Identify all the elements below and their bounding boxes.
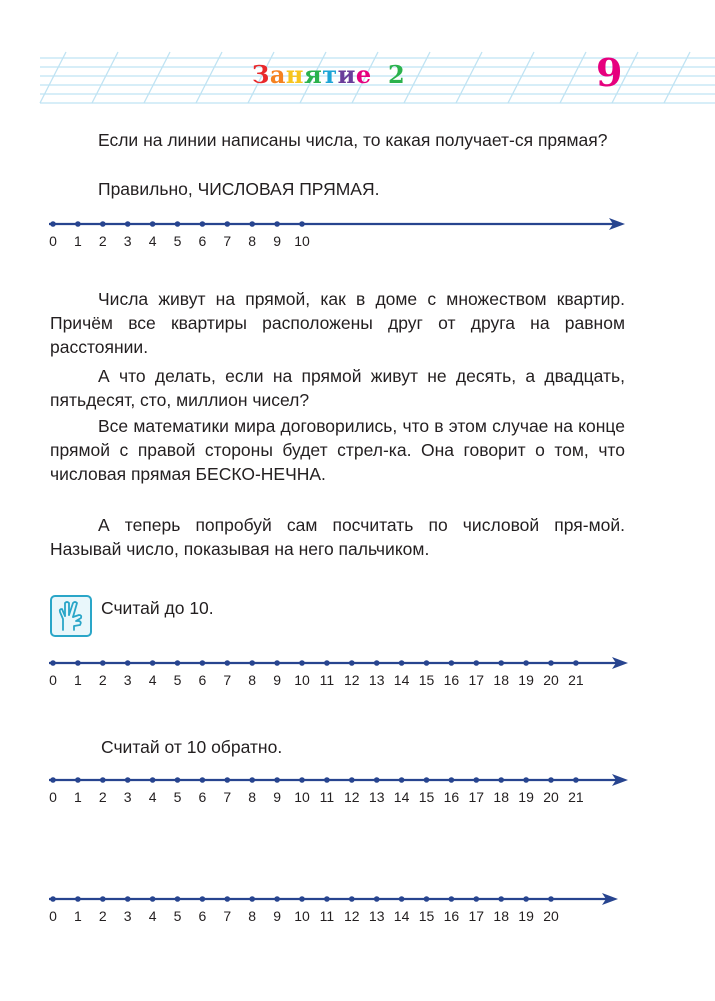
number-line-4 [0, 887, 715, 937]
number-line-label: 20 [543, 672, 559, 688]
number-line-label: 9 [273, 233, 281, 249]
paragraph-6: А теперь попробуй сам посчитать по числовой пря-мой. Называй число, показывая на него пальчиком. [50, 515, 625, 559]
number-line-point [548, 896, 554, 902]
number-line-label: 15 [418, 908, 435, 924]
number-line-label: 5 [173, 233, 182, 249]
number-line-point [75, 660, 81, 666]
number-line-point [100, 221, 106, 227]
number-line-point [474, 896, 480, 902]
paragraph-1: Если на линии написаны числа, то какая получает-ся прямая? [98, 130, 608, 150]
number-line-label: 0 [49, 672, 57, 688]
number-line-label: 10 [294, 789, 310, 805]
number-line-point [125, 777, 131, 783]
number-line-point [249, 660, 255, 666]
number-line-point [299, 896, 305, 902]
number-line-label: 3 [123, 233, 132, 249]
number-line-label: 8 [248, 672, 257, 688]
number-line-point [75, 896, 81, 902]
number-line-point [175, 777, 181, 783]
paragraph-2: Правильно, ЧИСЛОВАЯ ПРЯМАЯ. [98, 179, 380, 199]
lesson-title-letter: З [252, 60, 270, 89]
number-line-label: 10 [294, 233, 310, 249]
number-line-point [299, 777, 305, 783]
number-line-point [50, 896, 56, 902]
number-line-label: 14 [393, 908, 410, 924]
number-line-label: 18 [493, 789, 509, 805]
number-line-label: 20 [543, 908, 559, 924]
number-line-point [324, 777, 330, 783]
number-line-label: 12 [344, 908, 360, 924]
number-line-point [200, 777, 206, 783]
number-line-label: 17 [468, 672, 485, 688]
number-line-label: 18 [493, 908, 509, 924]
number-line-point [449, 660, 455, 666]
number-line-label: 21 [568, 789, 584, 805]
number-line-point [523, 777, 529, 783]
number-line-label: 9 [273, 672, 281, 688]
number-line-label: 17 [468, 908, 485, 924]
number-line-label: 4 [148, 672, 157, 688]
number-line-label: 13 [368, 789, 385, 805]
number-line-label: 2 [98, 789, 107, 805]
number-line-label: 9 [273, 789, 281, 805]
number-line-label: 2 [98, 908, 107, 924]
number-line-label: 4 [148, 233, 157, 249]
number-line-point [100, 777, 106, 783]
number-line-label: 15 [418, 789, 435, 805]
number-line-label: 6 [198, 908, 207, 924]
number-line-label: 8 [248, 789, 257, 805]
lesson-title-letter: я [303, 60, 323, 89]
number-line-point [498, 660, 504, 666]
number-line-point [225, 777, 231, 783]
number-line-point [474, 777, 480, 783]
task-count-to-10: Считай до 10. [101, 598, 214, 618]
number-line-label: 3 [123, 908, 132, 924]
number-line-point [225, 221, 231, 227]
lesson-title [252, 60, 372, 89]
number-line-label: 19 [518, 672, 534, 688]
number-line-point [424, 660, 430, 666]
lesson-title-letter: т [322, 60, 338, 89]
number-line-point [175, 660, 181, 666]
number-line-point [274, 896, 280, 902]
number-line-point [225, 660, 231, 666]
number-line-point [150, 660, 156, 666]
number-line-label: 5 [173, 908, 182, 924]
number-line-point [100, 896, 106, 902]
number-line-3 [0, 768, 715, 818]
lesson-title-letter: а [269, 60, 286, 89]
number-line-label: 14 [393, 672, 410, 688]
number-line-label: 6 [198, 233, 207, 249]
number-line-label: 3 [123, 672, 132, 688]
number-line-label: 12 [344, 789, 360, 805]
paragraph-4: А что делать, если на прямой живут не десять, а двадцать, пятьдесят, сто, миллион чисел? [50, 366, 625, 410]
number-line-point [374, 777, 380, 783]
number-line-label: 16 [443, 908, 460, 924]
number-line-point [424, 777, 430, 783]
number-line-point [349, 777, 355, 783]
number-line-point [573, 660, 579, 666]
number-line-point [523, 660, 529, 666]
lesson-title-letter: н [285, 60, 304, 89]
number-line-point [274, 660, 280, 666]
paragraph-3: Числа живут на прямой, как в доме с множеством квартир. Причём все квартиры расположены друг от друга на равном расстоянии. [50, 289, 625, 357]
number-line-point [449, 896, 455, 902]
number-line-label: 17 [468, 789, 485, 805]
number-line-point [324, 660, 330, 666]
number-line-point [150, 221, 156, 227]
number-line-label: 2 [98, 233, 107, 249]
number-line-label: 1 [74, 789, 82, 805]
number-line-label: 4 [148, 908, 157, 924]
number-line-point [249, 896, 255, 902]
number-line-point [225, 896, 231, 902]
number-line-label: 0 [49, 789, 57, 805]
number-line-label: 0 [49, 233, 57, 249]
number-line-label: 2 [98, 672, 107, 688]
number-line-point [125, 221, 131, 227]
number-line-label: 7 [223, 672, 232, 688]
number-line-point [498, 896, 504, 902]
number-line-point [399, 896, 405, 902]
lesson-title-letter: е [355, 60, 372, 89]
number-line-point [175, 896, 181, 902]
number-line-point [50, 777, 56, 783]
number-line-point [349, 660, 355, 666]
number-line-point [150, 896, 156, 902]
number-line-point [125, 896, 131, 902]
number-line-point [75, 777, 81, 783]
number-line-point [274, 221, 280, 227]
number-line-label: 13 [368, 908, 385, 924]
number-line-label: 19 [518, 908, 534, 924]
number-line-2 [0, 651, 715, 701]
number-line-label: 7 [223, 233, 232, 249]
number-line-point [523, 896, 529, 902]
number-line-point [548, 777, 554, 783]
number-line-point [249, 777, 255, 783]
number-line-1 [0, 212, 715, 262]
number-line-point [498, 777, 504, 783]
number-line-label: 7 [223, 908, 232, 924]
number-line-point [175, 221, 181, 227]
number-line-point [374, 896, 380, 902]
number-line-label: 1 [74, 672, 82, 688]
number-line-label: 0 [49, 908, 57, 924]
number-line-label: 9 [273, 908, 281, 924]
number-line-label: 12 [344, 672, 360, 688]
number-line-label: 14 [393, 789, 410, 805]
number-line-label: 10 [294, 672, 310, 688]
number-line-point [324, 896, 330, 902]
number-line-label: 10 [294, 908, 310, 924]
number-line-label: 1 [74, 908, 82, 924]
number-line-point [50, 660, 56, 666]
lesson-title-letter: и [337, 60, 356, 89]
number-line-point [374, 660, 380, 666]
lesson-number: 2 [388, 60, 405, 89]
number-line-point [399, 777, 405, 783]
number-line-label: 3 [123, 789, 132, 805]
number-line-label: 11 [319, 789, 335, 805]
number-line-point [249, 221, 255, 227]
paragraph-5: Все математики мира договорились, что в этом случае на конце прямой с правой стороны будет стрел-ка. Она говорит о том, что числовая прямая БЕСКО-НЕЧНА. [50, 416, 625, 484]
number-line-point [449, 777, 455, 783]
number-line-label: 15 [418, 672, 435, 688]
number-line-point [274, 777, 280, 783]
number-line-point [150, 777, 156, 783]
number-line-label: 5 [173, 672, 182, 688]
number-line-label: 6 [198, 789, 207, 805]
number-line-label: 16 [443, 789, 460, 805]
number-line-point [349, 896, 355, 902]
number-line-label: 20 [543, 789, 559, 805]
number-line-point [125, 660, 131, 666]
number-line-point [299, 221, 305, 227]
number-line-label: 16 [443, 672, 460, 688]
number-line-point [200, 896, 206, 902]
number-line-label: 19 [518, 789, 534, 805]
page-number: 9 [596, 50, 623, 95]
number-line-point [424, 896, 430, 902]
number-line-point [548, 660, 554, 666]
number-line-point [474, 660, 480, 666]
number-line-point [75, 221, 81, 227]
number-line-point [100, 660, 106, 666]
number-line-label: 18 [493, 672, 509, 688]
number-line-label: 8 [248, 233, 257, 249]
number-line-label: 11 [319, 672, 335, 688]
number-line-label: 1 [74, 233, 82, 249]
number-line-point [200, 221, 206, 227]
number-line-point [50, 221, 56, 227]
number-line-label: 13 [368, 672, 385, 688]
number-line-point [299, 660, 305, 666]
number-line-label: 6 [198, 672, 207, 688]
number-line-point [399, 660, 405, 666]
number-line-label: 8 [248, 908, 257, 924]
hand-two-fingers-icon [50, 595, 92, 637]
number-line-point [573, 777, 579, 783]
task-count-back-from-10: Считай от 10 обратно. [101, 737, 283, 757]
number-line-label: 21 [568, 672, 584, 688]
number-line-label: 5 [173, 789, 182, 805]
number-line-label: 7 [223, 789, 232, 805]
number-line-label: 11 [319, 908, 335, 924]
number-line-point [200, 660, 206, 666]
number-line-label: 4 [148, 789, 157, 805]
